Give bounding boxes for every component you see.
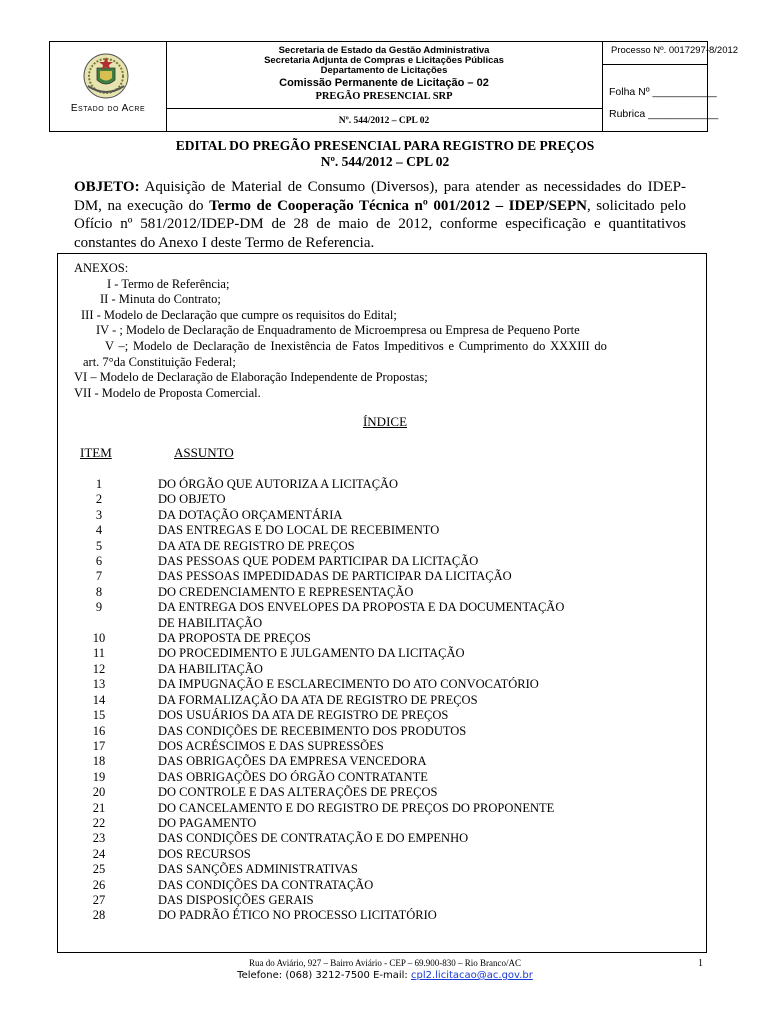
indice-item-number: 21 (92, 800, 106, 815)
indice-row (80, 801, 680, 816)
document-header (49, 41, 739, 132)
indice-item-number: 23 (92, 831, 106, 846)
indice-row (80, 523, 680, 538)
anexo-item: V –; Modelo de Declaração de Inexistência de Fatos Impeditivos e Cumprimento do XXXIII do (105, 338, 607, 353)
objeto-text-1: Aquisição de Material de Consumo (Diversos), para atender as necessidades do IDEP-DM, na execução do (74, 179, 686, 214)
process-number: Processo Nº. 0017297-8/2012 (611, 45, 739, 56)
anexo-item: VII - Modelo de Proposta Comercial. (74, 385, 261, 400)
indice-row (80, 847, 680, 862)
indice-item-number: 1 (95, 477, 103, 491)
indice-item-number: 19 (92, 769, 106, 784)
indice-item-subject: DA FORMALIZAÇÃO DA ATA DE REGISTRO DE PREÇOS (158, 692, 478, 707)
indice-item-subject: DAS CONDIÇÕES DE CONTRATAÇÃO E DO EMPENHO (158, 831, 469, 846)
indice-item-subject: DAS OBRIGAÇÕES DO ÓRGÃO CONTRATANTE (158, 769, 428, 784)
indice-item-number: 13 (92, 677, 106, 692)
objeto-bold-term: Termo de Cooperação Técnica nº 001/2012 – IDEP/SEPN (209, 197, 587, 214)
objeto-label: OBJETO: (74, 179, 140, 195)
header-pregao: PREGÃO PRESENCIAL SRP (315, 91, 453, 102)
indice-item-subject: DO PAGAMENTO (158, 815, 257, 830)
indice-item-subject: DA HABILITAÇÃO (158, 661, 263, 676)
indice-row (80, 724, 680, 739)
indice-row (80, 831, 680, 846)
footer-phone: Telefone: (068) 3212-7500 E-mail: (237, 970, 411, 981)
header-departamento: Departamento de Licitações (320, 65, 448, 76)
header-logo-cell (50, 42, 167, 131)
header-process-cell (603, 42, 739, 131)
indice-item-number: 6 (95, 554, 103, 569)
indice-item-number: 16 (92, 723, 106, 738)
process-divider (603, 64, 707, 65)
indice-row (80, 878, 680, 893)
objeto-paragraph (74, 178, 686, 252)
footer-address: Rua do Aviário, 927 – Bairro Aviário - CEP – 69.900-830 – Rio Branco/AC (248, 958, 522, 968)
indice-item-subject: DAS PESSOAS IMPEDIDADAS DE PARTICIPAR DA LICITAÇÃO (158, 569, 512, 584)
anexo-item: VI – Modelo de Declaração de Elaboração Independente de Propostas; (74, 370, 428, 385)
indice-item-subject: DO PROCEDIMENTO E JULGAMENTO DA LICITAÇÃO (158, 646, 465, 661)
indice-row (80, 662, 680, 677)
indice-row (80, 616, 680, 631)
indice-item-subject: DOS RECURSOS (158, 846, 251, 861)
header-center-cell (166, 42, 603, 131)
state-coat-of-arms-icon (80, 50, 132, 102)
indice-row (80, 908, 680, 923)
indice-row (80, 492, 680, 507)
indice-col-item: ITEM (80, 445, 112, 460)
indice-title: ÍNDICE (362, 414, 408, 429)
indice-item-number: 9 (95, 600, 103, 615)
indice-item-number: 4 (95, 523, 103, 538)
indice-item-subject: DA IMPUGNAÇÃO E ESCLARECIMENTO DO ATO CONVOCATÓRIO (158, 677, 539, 692)
anexo-item-continuation: art. 7°da Constituição Federal; (83, 354, 236, 369)
indice-item-subject: DAS SANÇÕES ADMINISTRATIVAS (158, 862, 358, 877)
indice-item-number: 8 (95, 584, 103, 599)
indice-col-assunto: ASSUNTO (174, 445, 234, 460)
rubrica-field: Rubrica ____________ (609, 108, 719, 120)
indice-row (80, 677, 680, 692)
indice-item-subject: DAS CONDIÇÕES DA CONTRATAÇÃO (158, 877, 374, 892)
indice-row (80, 631, 680, 646)
indice-item-number: 7 (95, 569, 103, 584)
indice-item-subject: DO OBJETO (158, 492, 226, 507)
indice-row (80, 646, 680, 661)
indice-item-subject: DAS ENTREGAS E DO LOCAL DE RECEBIMENTO (158, 523, 440, 538)
anexo-item: I - Termo de Referência; (107, 276, 230, 291)
indice-row (80, 785, 680, 800)
indice-item-number: 15 (92, 708, 106, 723)
header-divider (166, 108, 602, 109)
page-number: 1 (698, 958, 703, 969)
indice-item-subject: DA DOTAÇÃO ORÇAMENTÁRIA (158, 507, 343, 522)
indice-row (80, 708, 680, 723)
indice-item-number (80, 616, 118, 631)
indice-item-number: 28 (92, 908, 106, 923)
indice-item-number: 2 (95, 492, 103, 507)
indice-item-number: 11 (92, 646, 106, 661)
header-numero: Nº. 544/2012 – CPL 02 (338, 116, 430, 126)
document-title: EDITAL DO PREGÃO PRESENCIAL PARA REGISTRO DE PREÇOS (175, 138, 595, 153)
indice-row (80, 754, 680, 769)
indice-item-subject: DO CREDENCIAMENTO E REPRESENTAÇÃO (158, 584, 414, 599)
indice-row (80, 739, 680, 754)
indice-row (80, 600, 680, 615)
indice-row (80, 477, 680, 492)
footer-contact (0, 970, 770, 981)
document-subtitle: Nº. 544/2012 – CPL 02 (320, 154, 450, 169)
indice-row (80, 585, 680, 600)
indice-item-number: 10 (92, 631, 106, 646)
indice-item-subject: DAS OBRIGAÇÕES DA EMPRESA VENCEDORA (158, 754, 427, 769)
indice-item-number: 26 (92, 877, 106, 892)
indice-item-number: 18 (92, 754, 106, 769)
indice-list (80, 477, 680, 924)
folha-field: Folha Nº ___________ (609, 86, 717, 98)
header-comissao: Comissão Permanente de Licitação – 02 (279, 77, 489, 89)
indice-row (80, 693, 680, 708)
indice-item-number: 20 (92, 785, 106, 800)
indice-item-number: 5 (95, 538, 103, 553)
anexo-item: II - Minuta do Contrato; (100, 292, 221, 307)
indice-item-subject: DAS PESSOAS QUE PODEM PARTICIPAR DA LICITAÇÃO (158, 554, 479, 569)
indice-row (80, 508, 680, 523)
indice-row (80, 539, 680, 554)
indice-item-number: 3 (95, 507, 103, 522)
indice-row (80, 862, 680, 877)
indice-item-subject: DO CONTROLE E DAS ALTERAÇÕES DE PREÇOS (158, 785, 438, 800)
indice-item-subject: DO CANCELAMENTO E DO REGISTRO DE PREÇOS DO PROPONENTE (158, 800, 555, 815)
indice-item-number: 14 (92, 692, 106, 707)
header-secretaria-adjunta: Secretaria Adjunta de Compras e Licitações Públicas (264, 55, 504, 66)
indice-item-number: 25 (92, 862, 106, 877)
footer-email-link[interactable]: cpl2.licitacao@ac.gov.br (410, 970, 533, 981)
indice-item-number: 22 (92, 815, 106, 830)
anexos-title: ANEXOS: (74, 261, 129, 275)
indice-item-number: 24 (92, 846, 106, 861)
indice-item-subject: DAS DISPOSIÇÕES GERAIS (158, 892, 314, 907)
indice-item-number: 17 (92, 738, 106, 753)
indice-item-subject: DA ENTREGA DOS ENVELOPES DA PROPOSTA E DA DOCUMENTAÇÃO (158, 600, 565, 615)
indice-item-subject: DO ÓRGÃO QUE AUTORIZA A LICITAÇÃO (158, 477, 399, 491)
indice-row (80, 569, 680, 584)
indice-item-subject: DO PADRÃO ÉTICO NO PROCESSO LICITATÓRIO (158, 908, 437, 923)
indice-row (80, 554, 680, 569)
indice-item-subject: DA PROPOSTA DE PREÇOS (158, 631, 311, 646)
indice-item-subject: DE HABILITAÇÃO (158, 615, 263, 630)
anexos-section (74, 261, 688, 401)
anexo-item: III - Modelo de Declaração que cumpre os requisitos do Edital; (81, 307, 397, 322)
indice-item-subject: DAS CONDIÇÕES DE RECEBIMENTO DOS PRODUTOS (158, 723, 467, 738)
indice-item-subject: DOS ACRÉSCIMOS E DAS SUPRESSÕES (158, 738, 384, 753)
indice-row (80, 770, 680, 785)
objeto-text-2: , solicitado pelo Ofício nº 581/2012/IDEP-DM de 28 de maio de 2012, conforme especificação e quantitativos constantes do Anexo I deste Termo de Referencia. (74, 197, 686, 251)
indice-row (80, 893, 680, 908)
anexo-item: IV - ; Modelo de Declaração de Enquadramento de Microempresa ou Empresa de Pequeno Porte (96, 323, 580, 338)
indice-item-number: 12 (92, 661, 106, 676)
indice-row (80, 816, 680, 831)
indice-item-subject: DA ATA DE REGISTRO DE PREÇOS (158, 538, 355, 553)
header-secretaria: Secretaria de Estado da Gestão Administrativa (278, 45, 490, 56)
state-name: Estado do Acre (70, 103, 146, 114)
indice-item-number: 27 (92, 892, 106, 907)
indice-item-subject: DOS USUÁRIOS DA ATA DE REGISTRO DE PREÇOS (158, 708, 449, 723)
